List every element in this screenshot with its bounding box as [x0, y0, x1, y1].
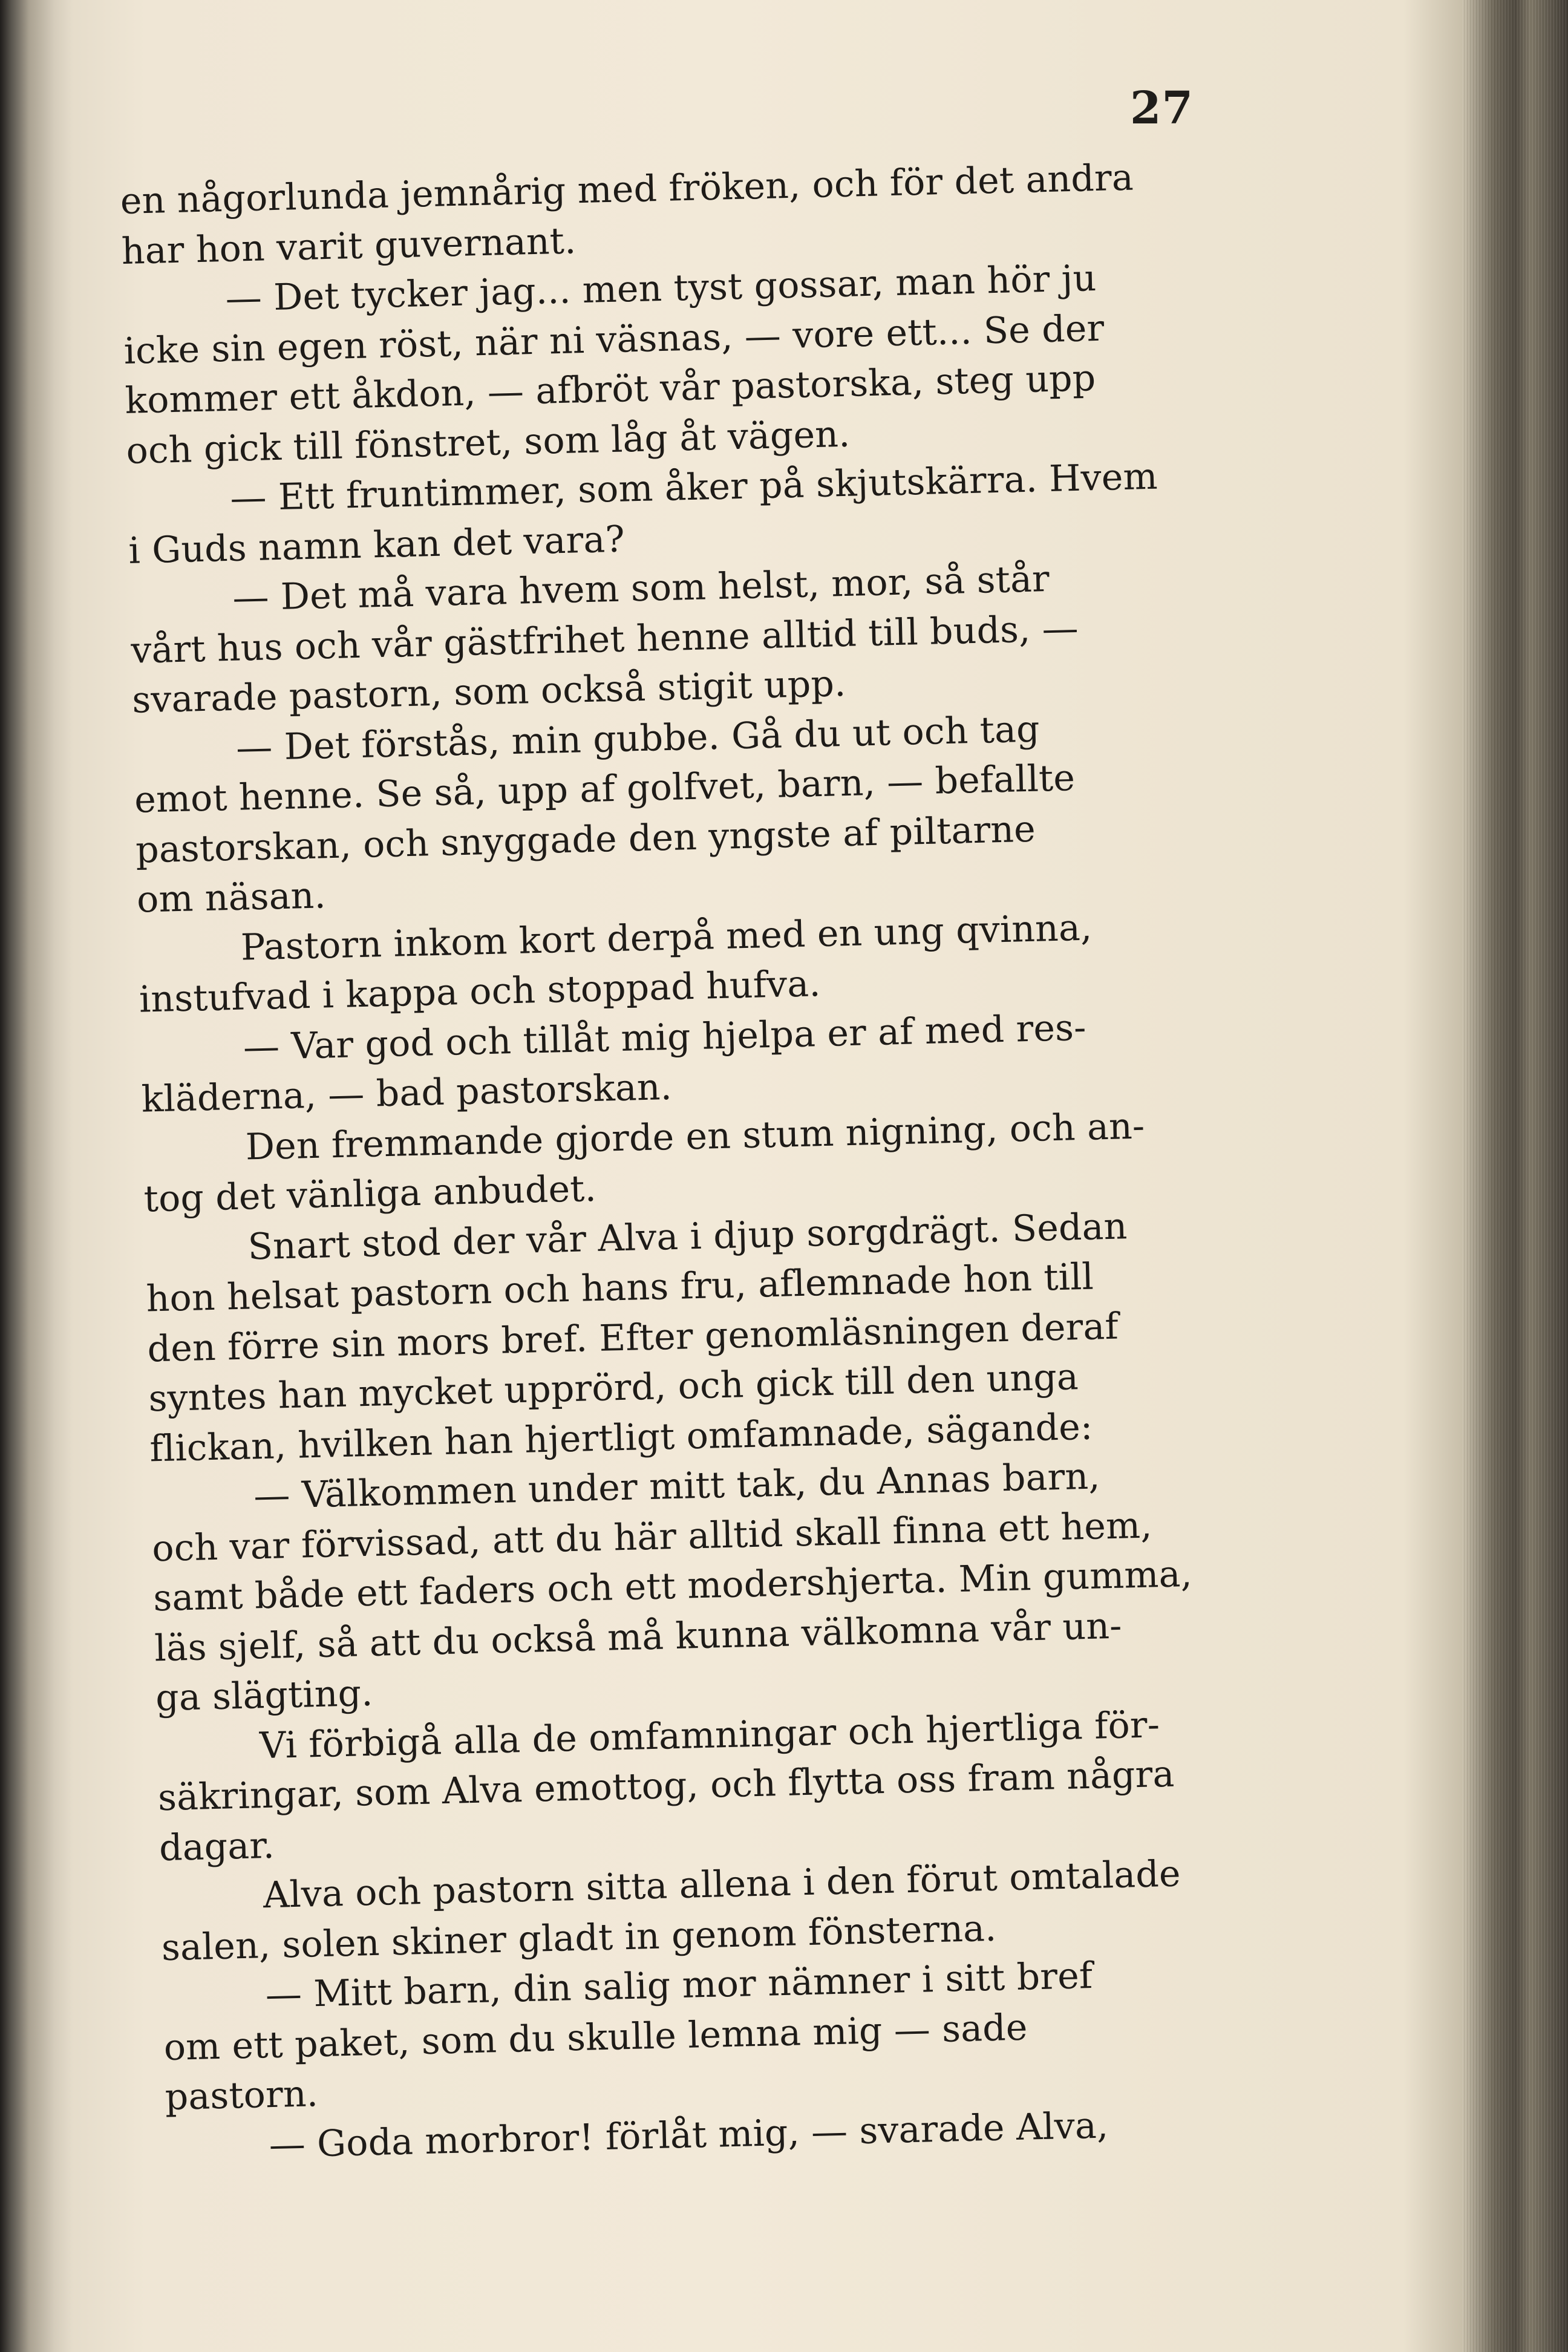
text-line: om näsan. — [136, 874, 327, 921]
body-text — [120, 149, 1310, 2172]
text-line: i Guds namn kan det vara? — [128, 518, 626, 572]
text-line: Snart stod der vår Alva i djup sorgdrägt. Sedan — [247, 1204, 1128, 1268]
text-line: Alva och pastorn sitta allena i den förut omtalade — [263, 1852, 1181, 1917]
text-line: emot henne. Se så, upp af golfvet, barn, — befallte — [134, 757, 1076, 822]
text-line: vårt hus och vår gästfrihet henne alltid till buds, — — [130, 607, 1079, 672]
text-line: den förre sin mors bref. Efter genomläsningen deraf — [146, 1305, 1119, 1370]
text-line: — Ett fruntimmer, som åker på skjutskärra. Hvem — [229, 455, 1158, 520]
text-line: — Goda morbror! förlåt mig, — svarade Alva, — [268, 2103, 1109, 2166]
text-line: säkringar, som Alva emottog, och flytta oss fram några — [157, 1753, 1175, 1820]
text-line: syntes han mycket upprörd, och gick till den unga — [148, 1356, 1079, 1420]
text-line: Den fremmande gjorde en stum nigning, och an- — [245, 1105, 1146, 1169]
text-line: läs sjelf, så att du också må kunna välkomna vår un- — [154, 1604, 1123, 1670]
text-line: svarade pastorn, som också stigit upp. — [131, 662, 847, 722]
text-line: och gick till fönstret, som låg åt vägen. — [125, 413, 851, 472]
text-line: hon helsat pastorn och hans fru, aflemnade hon till — [145, 1255, 1094, 1321]
text-line: — Det förstås, min gubbe. Gå du ut och tag — [235, 707, 1040, 769]
text-line: instufvad i kappa och stoppad hufva. — [139, 962, 822, 1021]
text-line: Pastorn inkom kort derpå med en ung qvinna, — [240, 906, 1093, 969]
binding-shadow — [0, 0, 73, 2352]
text-line: pastorn. — [165, 2073, 319, 2119]
text-line: — Det tycker jag... men tyst gossar, man hör ju — [224, 257, 1097, 320]
text-line: kläderna, — bad pastorskan. — [141, 1065, 673, 1121]
text-line: och var förvissad, att du här alltid skall finna ett hem, — [151, 1503, 1153, 1570]
text-line: — Var god och tillåt mig hjelpa er af med res- — [243, 1006, 1087, 1069]
text-line: samt både ett faders och ett modershjerta. Min gumma, — [152, 1552, 1193, 1620]
text-line: — Välkommen under mitt tak, du Annas barn, — [253, 1455, 1101, 1518]
book-page-edges — [1462, 0, 1568, 2352]
text-line: dagar. — [158, 1824, 275, 1869]
text-line: tog det vänliga anbudet. — [143, 1167, 597, 1221]
text-line: pastorskan, och snyggade den yngste af piltarne — [135, 808, 1036, 872]
page-number: 27 — [1130, 82, 1194, 134]
text-line: icke sin egen röst, när ni väsnas, — vore ett... Se der — [123, 307, 1105, 373]
text-line: kommer ett åkdon, — afbröt vår pastorska, steg upp — [124, 357, 1097, 422]
text-line: flickan, hvilken han hjertligt omfamnade, sägande: — [149, 1405, 1094, 1470]
text-line: salen, solen skiner gladt in genom fönsterna. — [161, 1907, 998, 1969]
text-line: — Mitt barn, din salig mor nämner i sitt bref — [265, 1954, 1094, 2017]
text-line: — Det må vara hvem som helst, mor, så står — [232, 557, 1050, 619]
text-line: ga slägting. — [155, 1671, 374, 1720]
text-line: Vi förbigå alla de omfamningar och hjertliga för- — [259, 1703, 1160, 1767]
text-line: om ett paket, som du skulle lemna mig — sade — [163, 2006, 1028, 2069]
text-line: en någorlunda jemnårig med fröken, och för det andra — [120, 156, 1134, 223]
text-line: har hon varit guvernant. — [121, 219, 577, 273]
